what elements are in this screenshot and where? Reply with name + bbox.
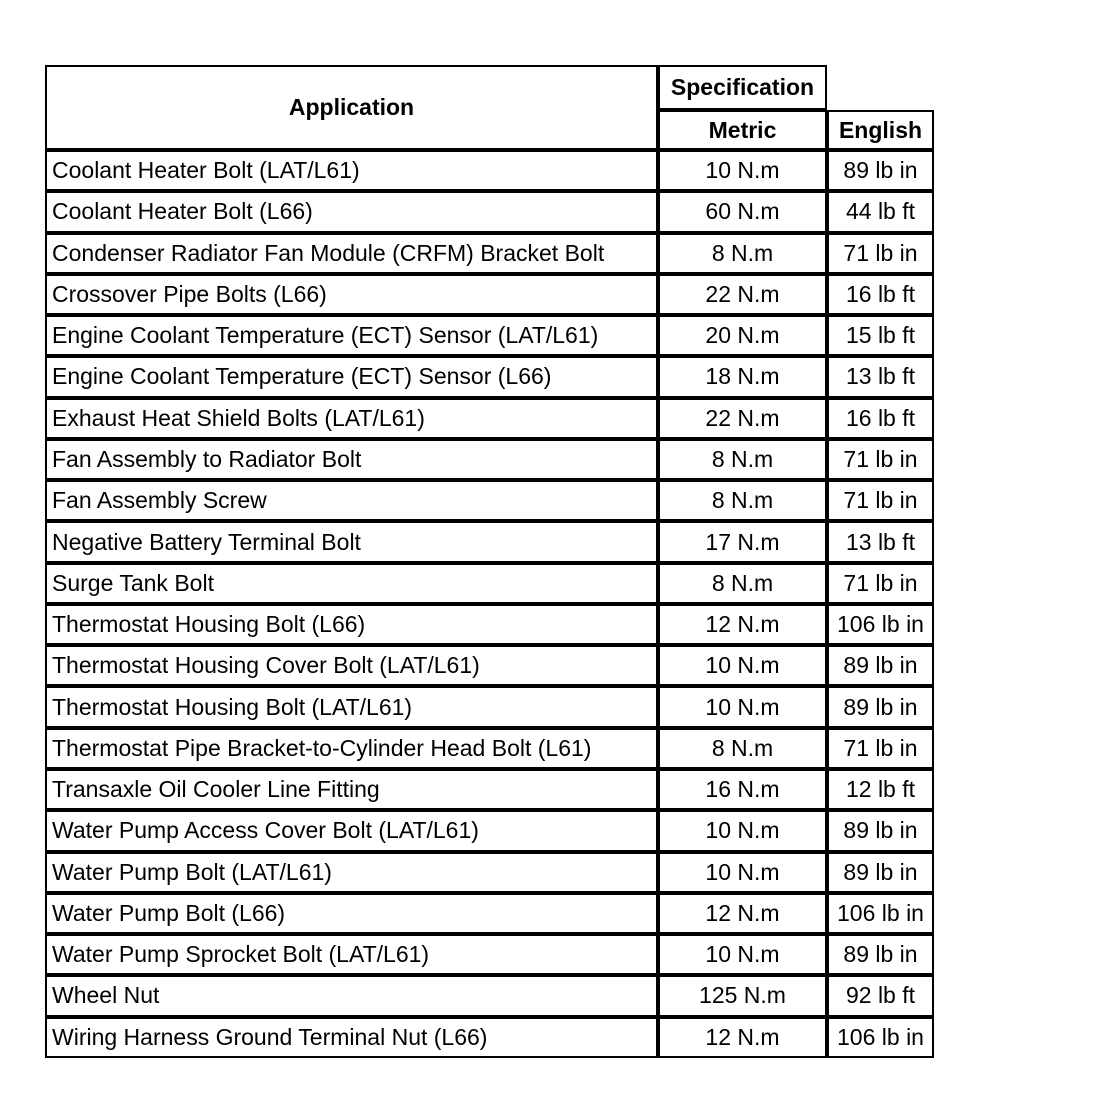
metric-cell: 18 N.m xyxy=(658,356,827,397)
metric-cell: 22 N.m xyxy=(658,398,827,439)
application-cell: Engine Coolant Temperature (ECT) Sensor (LAT/L61) xyxy=(45,315,658,356)
torque-spec-table xyxy=(45,65,934,1058)
specification-header: Specification xyxy=(658,65,827,110)
application-cell: Coolant Heater Bolt (L66) xyxy=(45,191,658,232)
table-row xyxy=(45,686,934,727)
application-cell: Wiring Harness Ground Terminal Nut (L66) xyxy=(45,1017,658,1058)
english-cell: 16 lb ft xyxy=(827,274,934,315)
application-cell: Wheel Nut xyxy=(45,975,658,1016)
table-row xyxy=(45,645,934,686)
english-header: English xyxy=(827,110,934,150)
application-cell: Thermostat Pipe Bracket-to-Cylinder Head Bolt (L61) xyxy=(45,728,658,769)
table-row xyxy=(45,356,934,397)
english-cell: 89 lb in xyxy=(827,645,934,686)
english-cell: 71 lb in xyxy=(827,563,934,604)
metric-cell: 12 N.m xyxy=(658,893,827,934)
metric-cell: 60 N.m xyxy=(658,191,827,232)
metric-cell: 20 N.m xyxy=(658,315,827,356)
table-row xyxy=(45,975,934,1016)
table-row xyxy=(45,893,934,934)
application-cell: Thermostat Housing Bolt (LAT/L61) xyxy=(45,686,658,727)
metric-cell: 12 N.m xyxy=(658,604,827,645)
application-cell: Coolant Heater Bolt (LAT/L61) xyxy=(45,150,658,191)
metric-cell: 10 N.m xyxy=(658,852,827,893)
application-cell: Thermostat Housing Cover Bolt (LAT/L61) xyxy=(45,645,658,686)
metric-header: Metric xyxy=(658,110,827,150)
metric-cell: 16 N.m xyxy=(658,769,827,810)
application-cell: Thermostat Housing Bolt (L66) xyxy=(45,604,658,645)
metric-cell: 10 N.m xyxy=(658,150,827,191)
application-cell: Water Pump Sprocket Bolt (LAT/L61) xyxy=(45,934,658,975)
metric-cell: 8 N.m xyxy=(658,233,827,274)
metric-cell: 12 N.m xyxy=(658,1017,827,1058)
application-cell: Exhaust Heat Shield Bolts (LAT/L61) xyxy=(45,398,658,439)
english-cell: 71 lb in xyxy=(827,480,934,521)
english-cell: 71 lb in xyxy=(827,233,934,274)
application-cell: Crossover Pipe Bolts (L66) xyxy=(45,274,658,315)
table-row xyxy=(45,604,934,645)
metric-cell: 8 N.m xyxy=(658,480,827,521)
table-row xyxy=(45,274,934,315)
english-cell: 89 lb in xyxy=(827,934,934,975)
table-row xyxy=(45,810,934,851)
metric-cell: 17 N.m xyxy=(658,521,827,562)
table-row xyxy=(45,769,934,810)
metric-cell: 8 N.m xyxy=(658,728,827,769)
english-cell: 89 lb in xyxy=(827,150,934,191)
table-row xyxy=(45,1017,934,1058)
english-cell: 106 lb in xyxy=(827,1017,934,1058)
application-cell: Transaxle Oil Cooler Line Fitting xyxy=(45,769,658,810)
metric-cell: 125 N.m xyxy=(658,975,827,1016)
table-row xyxy=(45,521,934,562)
application-cell: Water Pump Bolt (LAT/L61) xyxy=(45,852,658,893)
table-row xyxy=(45,191,934,232)
table-row xyxy=(45,233,934,274)
application-cell: Negative Battery Terminal Bolt xyxy=(45,521,658,562)
english-cell: 13 lb ft xyxy=(827,521,934,562)
english-cell: 106 lb in xyxy=(827,893,934,934)
application-cell: Surge Tank Bolt xyxy=(45,563,658,604)
table-row xyxy=(45,563,934,604)
metric-cell: 8 N.m xyxy=(658,439,827,480)
application-cell: Fan Assembly Screw xyxy=(45,480,658,521)
table-row xyxy=(45,439,934,480)
application-cell: Water Pump Access Cover Bolt (LAT/L61) xyxy=(45,810,658,851)
english-cell: 15 lb ft xyxy=(827,315,934,356)
english-cell: 89 lb in xyxy=(827,852,934,893)
header-row xyxy=(45,65,934,110)
english-cell: 16 lb ft xyxy=(827,398,934,439)
metric-cell: 10 N.m xyxy=(658,934,827,975)
application-cell: Fan Assembly to Radiator Bolt xyxy=(45,439,658,480)
metric-cell: 10 N.m xyxy=(658,645,827,686)
english-cell: 89 lb in xyxy=(827,810,934,851)
application-header: Application xyxy=(45,65,658,150)
metric-cell: 8 N.m xyxy=(658,563,827,604)
metric-cell: 22 N.m xyxy=(658,274,827,315)
table-row xyxy=(45,315,934,356)
english-cell: 12 lb ft xyxy=(827,769,934,810)
table-row xyxy=(45,150,934,191)
english-cell: 44 lb ft xyxy=(827,191,934,232)
table-row xyxy=(45,852,934,893)
metric-cell: 10 N.m xyxy=(658,686,827,727)
english-cell: 106 lb in xyxy=(827,604,934,645)
english-cell: 89 lb in xyxy=(827,686,934,727)
english-cell: 71 lb in xyxy=(827,728,934,769)
table-row xyxy=(45,934,934,975)
english-cell: 13 lb ft xyxy=(827,356,934,397)
application-cell: Condenser Radiator Fan Module (CRFM) Bracket Bolt xyxy=(45,233,658,274)
english-cell: 71 lb in xyxy=(827,439,934,480)
application-cell: Engine Coolant Temperature (ECT) Sensor (L66) xyxy=(45,356,658,397)
metric-cell: 10 N.m xyxy=(658,810,827,851)
table-row xyxy=(45,728,934,769)
empty-cell xyxy=(827,65,934,110)
table-row xyxy=(45,480,934,521)
english-cell: 92 lb ft xyxy=(827,975,934,1016)
application-cell: Water Pump Bolt (L66) xyxy=(45,893,658,934)
table-row xyxy=(45,398,934,439)
